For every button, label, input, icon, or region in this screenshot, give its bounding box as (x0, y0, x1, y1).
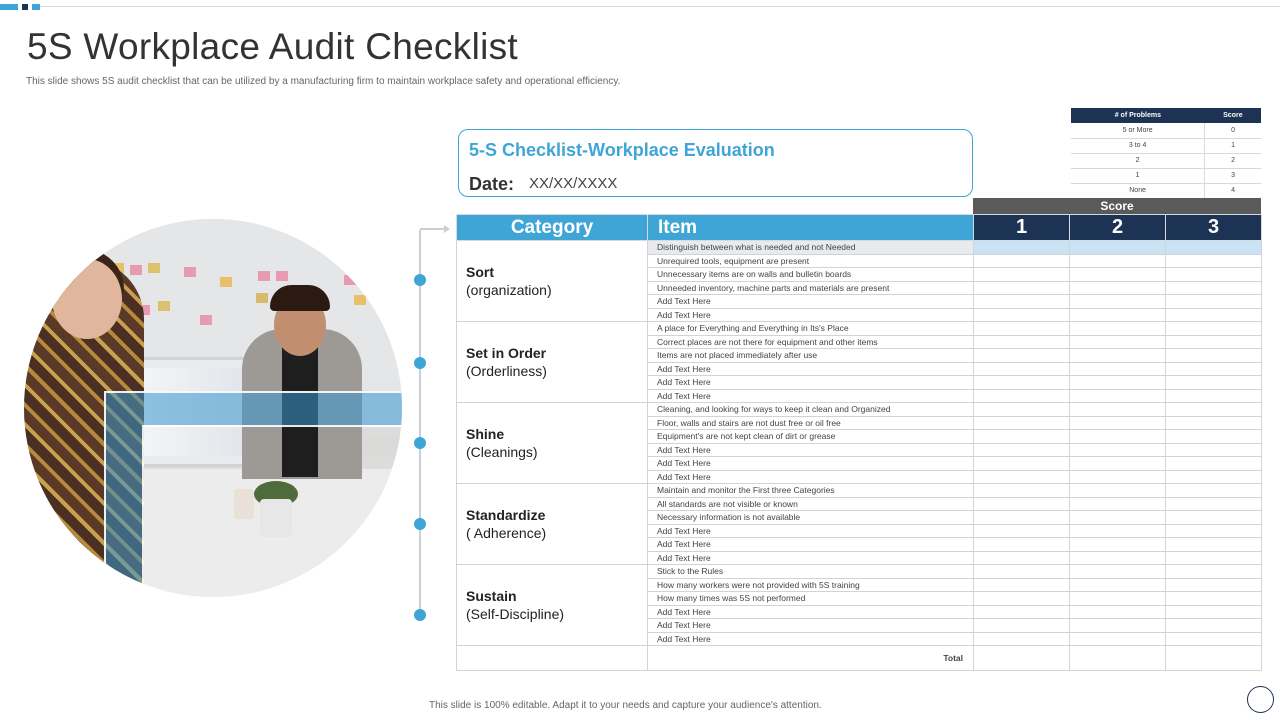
score-cell[interactable] (1070, 389, 1166, 403)
table-row (457, 241, 1262, 255)
sticky-note (344, 275, 356, 285)
item-cell: Add Text Here (648, 538, 974, 552)
photo-frame (142, 425, 402, 597)
item-cell: Items are not placed immediately after use (648, 349, 974, 363)
legend-cell-score: 4 (1205, 183, 1261, 198)
category-subtitle: (Self-Discipline) (466, 606, 565, 622)
score-cell[interactable] (1070, 497, 1166, 511)
score-cell[interactable] (974, 619, 1070, 633)
checklist-table (456, 214, 1262, 671)
score-cell[interactable] (1166, 497, 1262, 511)
score-cell[interactable] (974, 565, 1070, 579)
table-row (457, 322, 1262, 336)
category-name: Set in Order (466, 345, 547, 361)
accent-bar-1 (0, 4, 18, 10)
score-cell[interactable] (1070, 335, 1166, 349)
score-cell[interactable] (1070, 349, 1166, 363)
score-cell[interactable] (974, 349, 1070, 363)
score-cell[interactable] (1070, 322, 1166, 336)
legend-header-problems: # of Problems (1071, 108, 1205, 123)
score-cell[interactable] (1166, 308, 1262, 322)
score-cell[interactable] (1070, 416, 1166, 430)
category-cell (457, 241, 648, 322)
item-cell: Maintain and monitor the First three Categories (648, 484, 974, 498)
category-cell (457, 565, 648, 646)
photo-person-head (52, 259, 122, 339)
category-name: Shine (466, 426, 505, 442)
table-row (457, 403, 1262, 417)
category-subtitle: (Cleanings) (466, 444, 538, 460)
score-cell[interactable] (974, 376, 1070, 390)
score-cell[interactable] (1166, 632, 1262, 646)
score-cell[interactable] (1070, 632, 1166, 646)
page-title: 5S Workplace Audit Checklist (27, 26, 518, 67)
item-cell: Add Text Here (648, 632, 974, 646)
score-cell[interactable] (1166, 376, 1262, 390)
item-cell: Unrequired tools, equipment are present (648, 254, 974, 268)
score-cell[interactable] (974, 551, 1070, 565)
score-cell[interactable] (1166, 389, 1262, 403)
legend-row (1071, 168, 1261, 183)
item-cell: Add Text Here (648, 457, 974, 471)
score-cell[interactable] (974, 497, 1070, 511)
score-cell[interactable] (974, 268, 1070, 282)
score-cell[interactable] (1166, 281, 1262, 295)
item-cell: Unneeded inventory, machine parts and materials are present (648, 281, 974, 295)
legend-cell-score: 0 (1205, 123, 1261, 138)
item-cell: Add Text Here (648, 308, 974, 322)
score-cell[interactable] (1166, 403, 1262, 417)
legend-row (1071, 183, 1261, 198)
category-subtitle: (Orderliness) (466, 363, 547, 379)
total-empty-cell (457, 646, 648, 671)
timeline-dot (414, 609, 426, 621)
item-cell: How many workers were not provided with 5S training (648, 578, 974, 592)
item-cell: Distinguish between what is needed and not Needed (648, 241, 974, 255)
item-cell: Add Text Here (648, 362, 974, 376)
legend-cell-score: 3 (1205, 168, 1261, 183)
score-cell[interactable] (1070, 308, 1166, 322)
legend-row (1071, 138, 1261, 153)
score-cell[interactable] (1166, 511, 1262, 525)
category-name: Standardize (466, 507, 546, 523)
score-legend-table (1071, 108, 1261, 199)
score-cell[interactable] (1166, 254, 1262, 268)
item-cell: Add Text Here (648, 295, 974, 309)
office-photo (24, 219, 402, 597)
score-cell[interactable] (1070, 565, 1166, 579)
sticky-note (200, 315, 212, 325)
score-cell[interactable] (974, 295, 1070, 309)
score-cell[interactable] (1166, 524, 1262, 538)
score-cell[interactable] (1166, 605, 1262, 619)
legend-cell-score: 2 (1205, 153, 1261, 168)
score-cell[interactable] (1070, 538, 1166, 552)
date-value: XX/XX/XXXX (529, 175, 618, 192)
score-header: Score (973, 198, 1261, 214)
category-name: Sort (466, 264, 494, 280)
item-cell: Add Text Here (648, 389, 974, 403)
legend-row (1071, 153, 1261, 168)
score-cell[interactable] (974, 241, 1070, 255)
score-cell[interactable] (974, 335, 1070, 349)
score-cell[interactable] (1166, 551, 1262, 565)
score-cell[interactable] (1070, 254, 1166, 268)
item-cell: Equipment's are not kept clean of dirt or grease (648, 430, 974, 444)
item-cell: Add Text Here (648, 376, 974, 390)
score-cell[interactable] (974, 362, 1070, 376)
accent-bar-3 (32, 4, 40, 10)
timeline-line (419, 230, 421, 616)
score-cell[interactable] (974, 322, 1070, 336)
item-cell: Necessary information is not available (648, 511, 974, 525)
score-cell[interactable] (1070, 241, 1166, 255)
timeline-dot (414, 357, 426, 369)
sticky-note (220, 277, 232, 287)
item-cell: Add Text Here (648, 605, 974, 619)
score-cell[interactable] (974, 524, 1070, 538)
legend-header-score: Score (1205, 108, 1261, 123)
score-cell[interactable] (1070, 511, 1166, 525)
item-cell: Add Text Here (648, 443, 974, 457)
score-cell[interactable] (974, 605, 1070, 619)
item-cell: Cleaning, and looking for ways to keep it clean and Organized (648, 403, 974, 417)
score-cell[interactable] (974, 389, 1070, 403)
score-cell[interactable] (1166, 578, 1262, 592)
sticky-note (276, 271, 288, 281)
top-divider (40, 6, 1280, 7)
photo-person-hair (270, 285, 330, 311)
score-cell[interactable] (974, 632, 1070, 646)
score-cell[interactable] (974, 484, 1070, 498)
item-cell: Add Text Here (648, 551, 974, 565)
header-score-1: 1 (974, 215, 1070, 241)
score-cell[interactable] (1070, 295, 1166, 309)
category-cell (457, 484, 648, 565)
timeline-dot (414, 518, 426, 530)
category-name: Sustain (466, 588, 517, 604)
score-cell[interactable] (974, 416, 1070, 430)
total-score-cell[interactable] (1070, 646, 1166, 671)
score-cell[interactable] (1166, 430, 1262, 444)
item-cell: Add Text Here (648, 470, 974, 484)
score-cell[interactable] (1166, 241, 1262, 255)
score-cell[interactable] (1166, 322, 1262, 336)
score-cell[interactable] (1070, 551, 1166, 565)
score-cell[interactable] (974, 403, 1070, 417)
score-cell[interactable] (1166, 592, 1262, 606)
item-cell: Add Text Here (648, 619, 974, 633)
score-cell[interactable] (974, 308, 1070, 322)
score-cell[interactable] (1166, 565, 1262, 579)
score-cell[interactable] (1070, 470, 1166, 484)
sticky-note (184, 267, 196, 277)
score-cell[interactable] (1166, 443, 1262, 457)
item-cell: Add Text Here (648, 524, 974, 538)
score-cell[interactable] (1166, 457, 1262, 471)
legend-cell-problems: 3 to 4 (1071, 138, 1205, 153)
score-cell[interactable] (1070, 376, 1166, 390)
score-cell[interactable] (974, 443, 1070, 457)
score-cell[interactable] (1070, 457, 1166, 471)
score-cell[interactable] (974, 470, 1070, 484)
score-cell[interactable] (974, 281, 1070, 295)
sticky-note (158, 301, 170, 311)
score-cell[interactable] (1166, 416, 1262, 430)
score-cell[interactable] (974, 430, 1070, 444)
item-cell: How many times was 5S not performed (648, 592, 974, 606)
corner-circle-icon (1247, 686, 1274, 713)
sticky-note (130, 265, 142, 275)
header-score-2: 2 (1070, 215, 1166, 241)
timeline-dot (414, 274, 426, 286)
evaluation-header-box (458, 129, 973, 197)
score-cell[interactable] (1166, 484, 1262, 498)
score-cell[interactable] (974, 538, 1070, 552)
score-cell[interactable] (1070, 443, 1166, 457)
category-cell (457, 322, 648, 403)
item-cell: Stick to the Rules (648, 565, 974, 579)
score-cell[interactable] (1070, 524, 1166, 538)
total-score-cell[interactable] (974, 646, 1070, 671)
score-cell[interactable] (1070, 619, 1166, 633)
legend-cell-score: 1 (1205, 138, 1261, 153)
table-row (457, 484, 1262, 498)
score-cell[interactable] (1070, 578, 1166, 592)
total-score-cell[interactable] (1166, 646, 1262, 671)
score-cell[interactable] (1166, 268, 1262, 282)
score-cell[interactable] (1070, 268, 1166, 282)
category-subtitle: ( Adherence) (466, 525, 547, 541)
score-cell[interactable] (1166, 538, 1262, 552)
score-cell[interactable] (1166, 362, 1262, 376)
table-row (457, 565, 1262, 579)
timeline-dot (414, 437, 426, 449)
score-cell[interactable] (1070, 362, 1166, 376)
score-cell[interactable] (974, 592, 1070, 606)
legend-cell-problems: None (1071, 183, 1205, 198)
score-cell[interactable] (1166, 470, 1262, 484)
legend-cell-problems: 1 (1071, 168, 1205, 183)
sticky-note (354, 295, 366, 305)
score-cell[interactable] (1070, 403, 1166, 417)
header-item: Item (648, 215, 974, 241)
page-subtitle: This slide shows 5S audit checklist that can be utilized by a manufacturing firm to maintain workplace safety and operational efficiency. (26, 76, 621, 87)
score-cell[interactable] (1070, 430, 1166, 444)
item-cell: A place for Everything and Everything in Its's Place (648, 322, 974, 336)
score-cell[interactable] (1070, 605, 1166, 619)
date-label: Date: (469, 174, 515, 194)
header-score-3: 3 (1166, 215, 1262, 241)
score-cell[interactable] (1166, 295, 1262, 309)
item-cell: Unnecessary items are on walls and bulletin boards (648, 268, 974, 282)
score-cell[interactable] (974, 511, 1070, 525)
score-cell[interactable] (1070, 484, 1166, 498)
score-cell[interactable] (1166, 349, 1262, 363)
score-cell[interactable] (1070, 592, 1166, 606)
score-cell[interactable] (974, 457, 1070, 471)
sticky-note (258, 271, 270, 281)
legend-cell-problems: 5 or More (1071, 123, 1205, 138)
item-cell: Floor, walls and stairs are not dust free or oil free (648, 416, 974, 430)
score-cell[interactable] (1166, 335, 1262, 349)
score-cell[interactable] (974, 578, 1070, 592)
category-cell (457, 403, 648, 484)
accent-bar-2 (22, 4, 28, 10)
item-cell: All standards are not visible or known (648, 497, 974, 511)
timeline-arrow-head (444, 225, 450, 233)
sticky-note (148, 263, 160, 273)
score-cell[interactable] (1166, 619, 1262, 633)
category-subtitle: (organization) (466, 282, 552, 298)
total-row (457, 646, 1262, 671)
score-cell[interactable] (974, 254, 1070, 268)
item-cell: Correct places are not there for equipment and other items (648, 335, 974, 349)
sticky-note (256, 293, 268, 303)
score-cell[interactable] (1070, 281, 1166, 295)
footer-note: This slide is 100% editable. Adapt it to your needs and capture your audience's attention. (429, 700, 822, 711)
legend-row (1071, 123, 1261, 138)
header-category: Category (457, 215, 648, 241)
total-label: Total (648, 646, 974, 671)
legend-cell-problems: 2 (1071, 153, 1205, 168)
evaluation-title: 5-S Checklist-Workplace Evaluation (469, 140, 775, 160)
